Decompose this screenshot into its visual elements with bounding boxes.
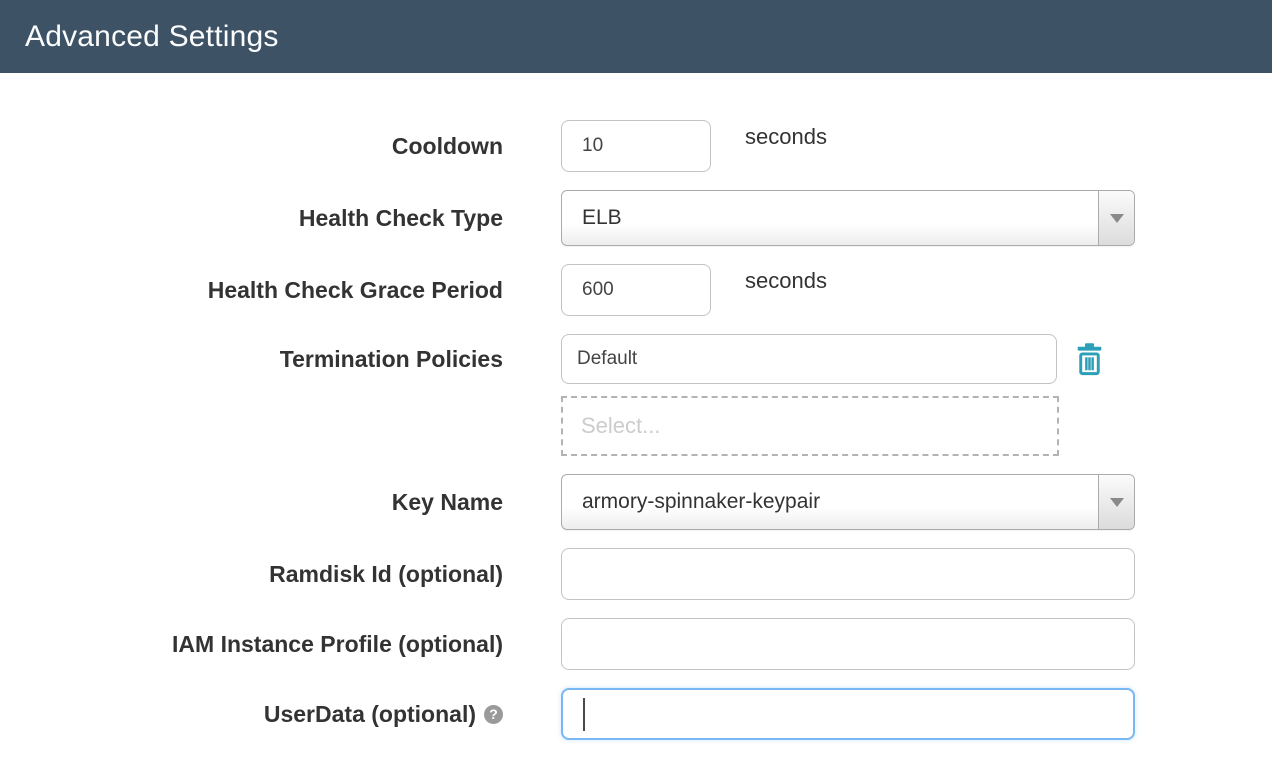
health-check-grace-period-label: Health Check Grace Period: [207, 277, 503, 303]
advanced-settings-form: [0, 73, 1272, 740]
advanced-settings-header: [0, 0, 1272, 73]
ramdisk-id-input[interactable]: [561, 548, 1135, 600]
cooldown-row: [0, 120, 1272, 172]
key-name-label: Key Name: [391, 489, 503, 515]
termination-policy-input[interactable]: [561, 334, 1057, 384]
userdata-label-group: [0, 688, 503, 740]
cooldown-input[interactable]: [561, 120, 711, 172]
termination-policies-label: Termination Policies: [279, 346, 503, 372]
userdata-input[interactable]: [561, 688, 1135, 740]
iam-instance-profile-row: [0, 618, 1272, 670]
iam-instance-profile-label: IAM Instance Profile (optional): [172, 631, 503, 657]
health-check-grace-period-row: [0, 264, 1272, 316]
key-name-value: armory-spinnaker-keypair: [582, 490, 821, 513]
key-name-row: [0, 474, 1272, 530]
cooldown-unit-label: seconds: [745, 124, 827, 149]
ramdisk-id-row: [0, 548, 1272, 600]
health-check-type-label: Health Check Type: [298, 205, 503, 231]
remove-termination-policy-button[interactable]: [1076, 342, 1103, 376]
page-title: Advanced Settings: [25, 19, 279, 53]
key-name-select[interactable]: [561, 474, 1135, 530]
select-arrow-button[interactable]: [1098, 191, 1134, 245]
userdata-label: UserData (optional): [263, 700, 476, 727]
caret-down-icon: [1110, 498, 1124, 507]
add-termination-policy-select[interactable]: [561, 396, 1059, 456]
trash-icon: [1076, 342, 1103, 376]
health-check-type-select[interactable]: [561, 190, 1135, 246]
termination-policies-row: [0, 334, 1272, 456]
iam-instance-profile-input[interactable]: [561, 618, 1135, 670]
health-check-grace-period-input[interactable]: [561, 264, 711, 316]
question-circle-icon[interactable]: ?: [484, 705, 503, 724]
caret-down-icon: [1110, 214, 1124, 223]
ramdisk-id-label: Ramdisk Id (optional): [269, 561, 503, 587]
health-check-type-value: ELB: [582, 206, 622, 229]
select-arrow-button[interactable]: [1098, 475, 1134, 529]
userdata-row: [0, 688, 1272, 740]
health-check-type-row: [0, 190, 1272, 246]
cooldown-label: Cooldown: [391, 133, 503, 159]
grace-period-unit-label: seconds: [745, 268, 827, 293]
add-policy-placeholder: Select...: [581, 413, 661, 438]
